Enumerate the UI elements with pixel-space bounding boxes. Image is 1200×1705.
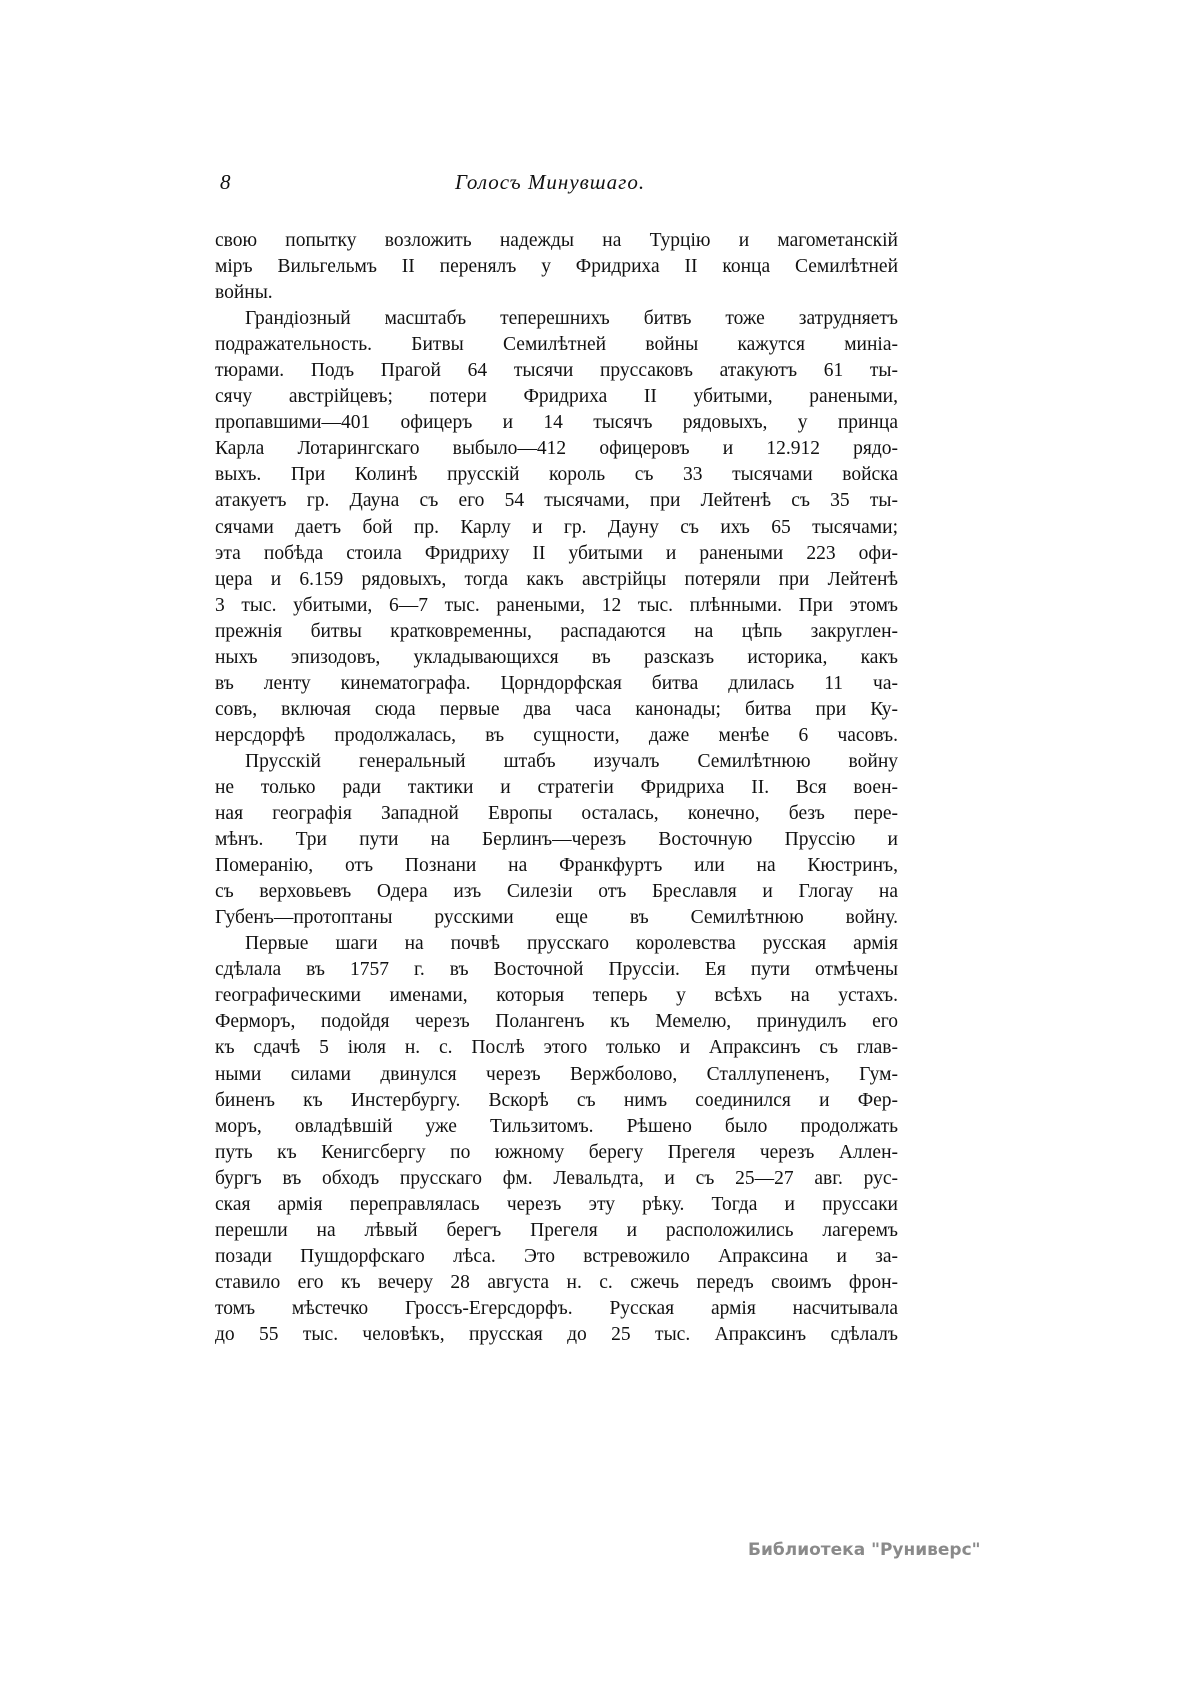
text-line: бургъ въ обходъ прусскаго фм. Левальдта, и съ 25—27 авг. рус- [215, 1167, 898, 1189]
text-line: ская армія переправлялась черезъ эту рѣку. Тогда и пруссаки [215, 1193, 898, 1215]
text-line: ставило его къ вечеру 28 августа н. с. сжечь передъ своимъ фрон- [215, 1271, 898, 1293]
text-line: Ферморъ, подойдя черезъ Полангенъ къ Мемелю, принудилъ его [215, 1011, 898, 1033]
text-line: ныхъ эпизодовъ, укладывающихся въ разсказъ историка, какъ [215, 646, 898, 668]
text-line: ными силами двинулся черезъ Вержболово, Сталлупененъ, Гум- [215, 1063, 898, 1085]
text-line: совъ, включая сюда первые два часа канонады; битва при Ку- [215, 698, 898, 720]
text-line: до 55 тыс. человѣкъ, прусская до 25 тыс. Апраксинъ сдѣлалъ [215, 1323, 898, 1345]
page-number: 8 [220, 170, 231, 194]
text-line: томъ мѣстечко Гроссъ-Егерсдорфъ. Русская армія насчитывала [215, 1297, 898, 1319]
paragraph [215, 306, 898, 749]
text-line: географическими именами, которыя теперь у всѣхъ на устахъ. [215, 985, 898, 1007]
text-line: путь къ Кенигсбергу по южному берегу Прегеля черезъ Аллен- [215, 1141, 898, 1163]
text-line: прежнія битвы кратковременны, распадаются на цѣпь закруглен- [215, 620, 898, 642]
text-line: войны. [215, 282, 273, 304]
text-line: атакуетъ гр. Дауна съ его 54 тысячами, при Лейтенѣ съ 35 ты- [215, 490, 898, 512]
text-line: Карла Лотарингскаго выбыло—412 офицеровъ и 12.912 рядо- [215, 438, 898, 460]
text-line: эта побѣда стоила Фридриху II убитыми и ранеными 223 офи- [215, 542, 898, 564]
text-line: мѣнъ. Три пути на Берлинъ—черезъ Восточную Пруссію и [215, 829, 898, 851]
text-line: Губенъ—протоптаны русскими еще въ Семилѣтнюю войну. [215, 907, 898, 929]
text-line: сдѣлала въ 1757 г. въ Восточной Пруссіи. Ея пути отмѣчены [215, 959, 898, 981]
text-line: подражательность. Битвы Семилѣтней войны кажутся миніа- [215, 334, 898, 356]
text-line: Первые шаги на почвѣ прусскаго королевства русская армія [245, 933, 898, 955]
text-line: къ сдачѣ 5 іюля н. с. Послѣ этого только и Апраксинъ съ глав- [215, 1037, 898, 1059]
text-line: Грандіозный масштабъ теперешнихъ битвъ тоже затрудняетъ [245, 308, 898, 330]
text-line: позади Пушдорфскаго лѣса. Это встревожило Апраксина и за- [215, 1245, 898, 1267]
paragraph [215, 931, 898, 1348]
text-line: 3 тыс. убитыми, 6—7 тыс. ранеными, 12 тыс. плѣнными. При этомъ [215, 594, 898, 616]
text-line: свою попытку возложить надежды на Турцію и магометанскій [215, 230, 898, 251]
text-line: цера и 6.159 рядовыхъ, тогда какъ австрійцы потеряли при Лейтенѣ [215, 568, 898, 590]
text-line: биненъ къ Инстербургу. Вскорѣ съ нимъ соединился и Фер- [215, 1089, 898, 1111]
paragraph [215, 749, 898, 931]
text-line: пропавшими—401 офицеръ и 14 тысячъ рядовыхъ, у принца [215, 412, 898, 434]
text-line: міръ Вильгельмъ II перенялъ у Фридриха II конца Семилѣтней [215, 256, 898, 278]
text-line: не только ради тактики и стратегіи Фридриха II. Вся воен- [215, 776, 898, 798]
text-line: перешли на лѣвый берегъ Прегеля и расположились лагеремъ [215, 1219, 898, 1241]
text-line: моръ, овладѣвшій уже Тильзитомъ. Рѣшено было продолжать [215, 1115, 898, 1137]
text-line: Померанію, отъ Познани на Франкфуртъ или на Кюстринъ, [215, 855, 898, 877]
paragraph [215, 228, 898, 306]
running-title: Голосъ Минувшаго. [455, 170, 646, 194]
library-watermark: Библиотека "Руниверс" [748, 1540, 981, 1560]
text-line: въ ленту кинематографа. Цорндорфская битва длилась 11 ча- [215, 672, 898, 694]
text-line: выхъ. При Колинѣ прусскій король съ 33 тысячами войска [215, 464, 898, 486]
text-line: тюрами. Подъ Прагой 64 тысячи пруссаковъ атакуютъ 61 ты- [215, 360, 898, 382]
text-line: сячами даетъ бой пр. Карлу и гр. Дауну съ ихъ 65 тысячами; [215, 516, 898, 538]
text-line: Прусскій генеральный штабъ изучалъ Семилѣтнюю войну [245, 750, 898, 772]
text-line: съ верховьевъ Одера изъ Силезіи отъ Бреславля и Глогау на [215, 881, 898, 903]
body-text [215, 228, 898, 1348]
text-line: ная географія Западной Европы осталась, конечно, безъ пере- [215, 803, 898, 825]
text-line: сячу австрійцевъ; потери Фридриха II убитыми, ранеными, [215, 386, 898, 408]
text-line: нерсдорфѣ продолжалась, въ сущности, даже менѣе 6 часовъ. [215, 724, 898, 746]
